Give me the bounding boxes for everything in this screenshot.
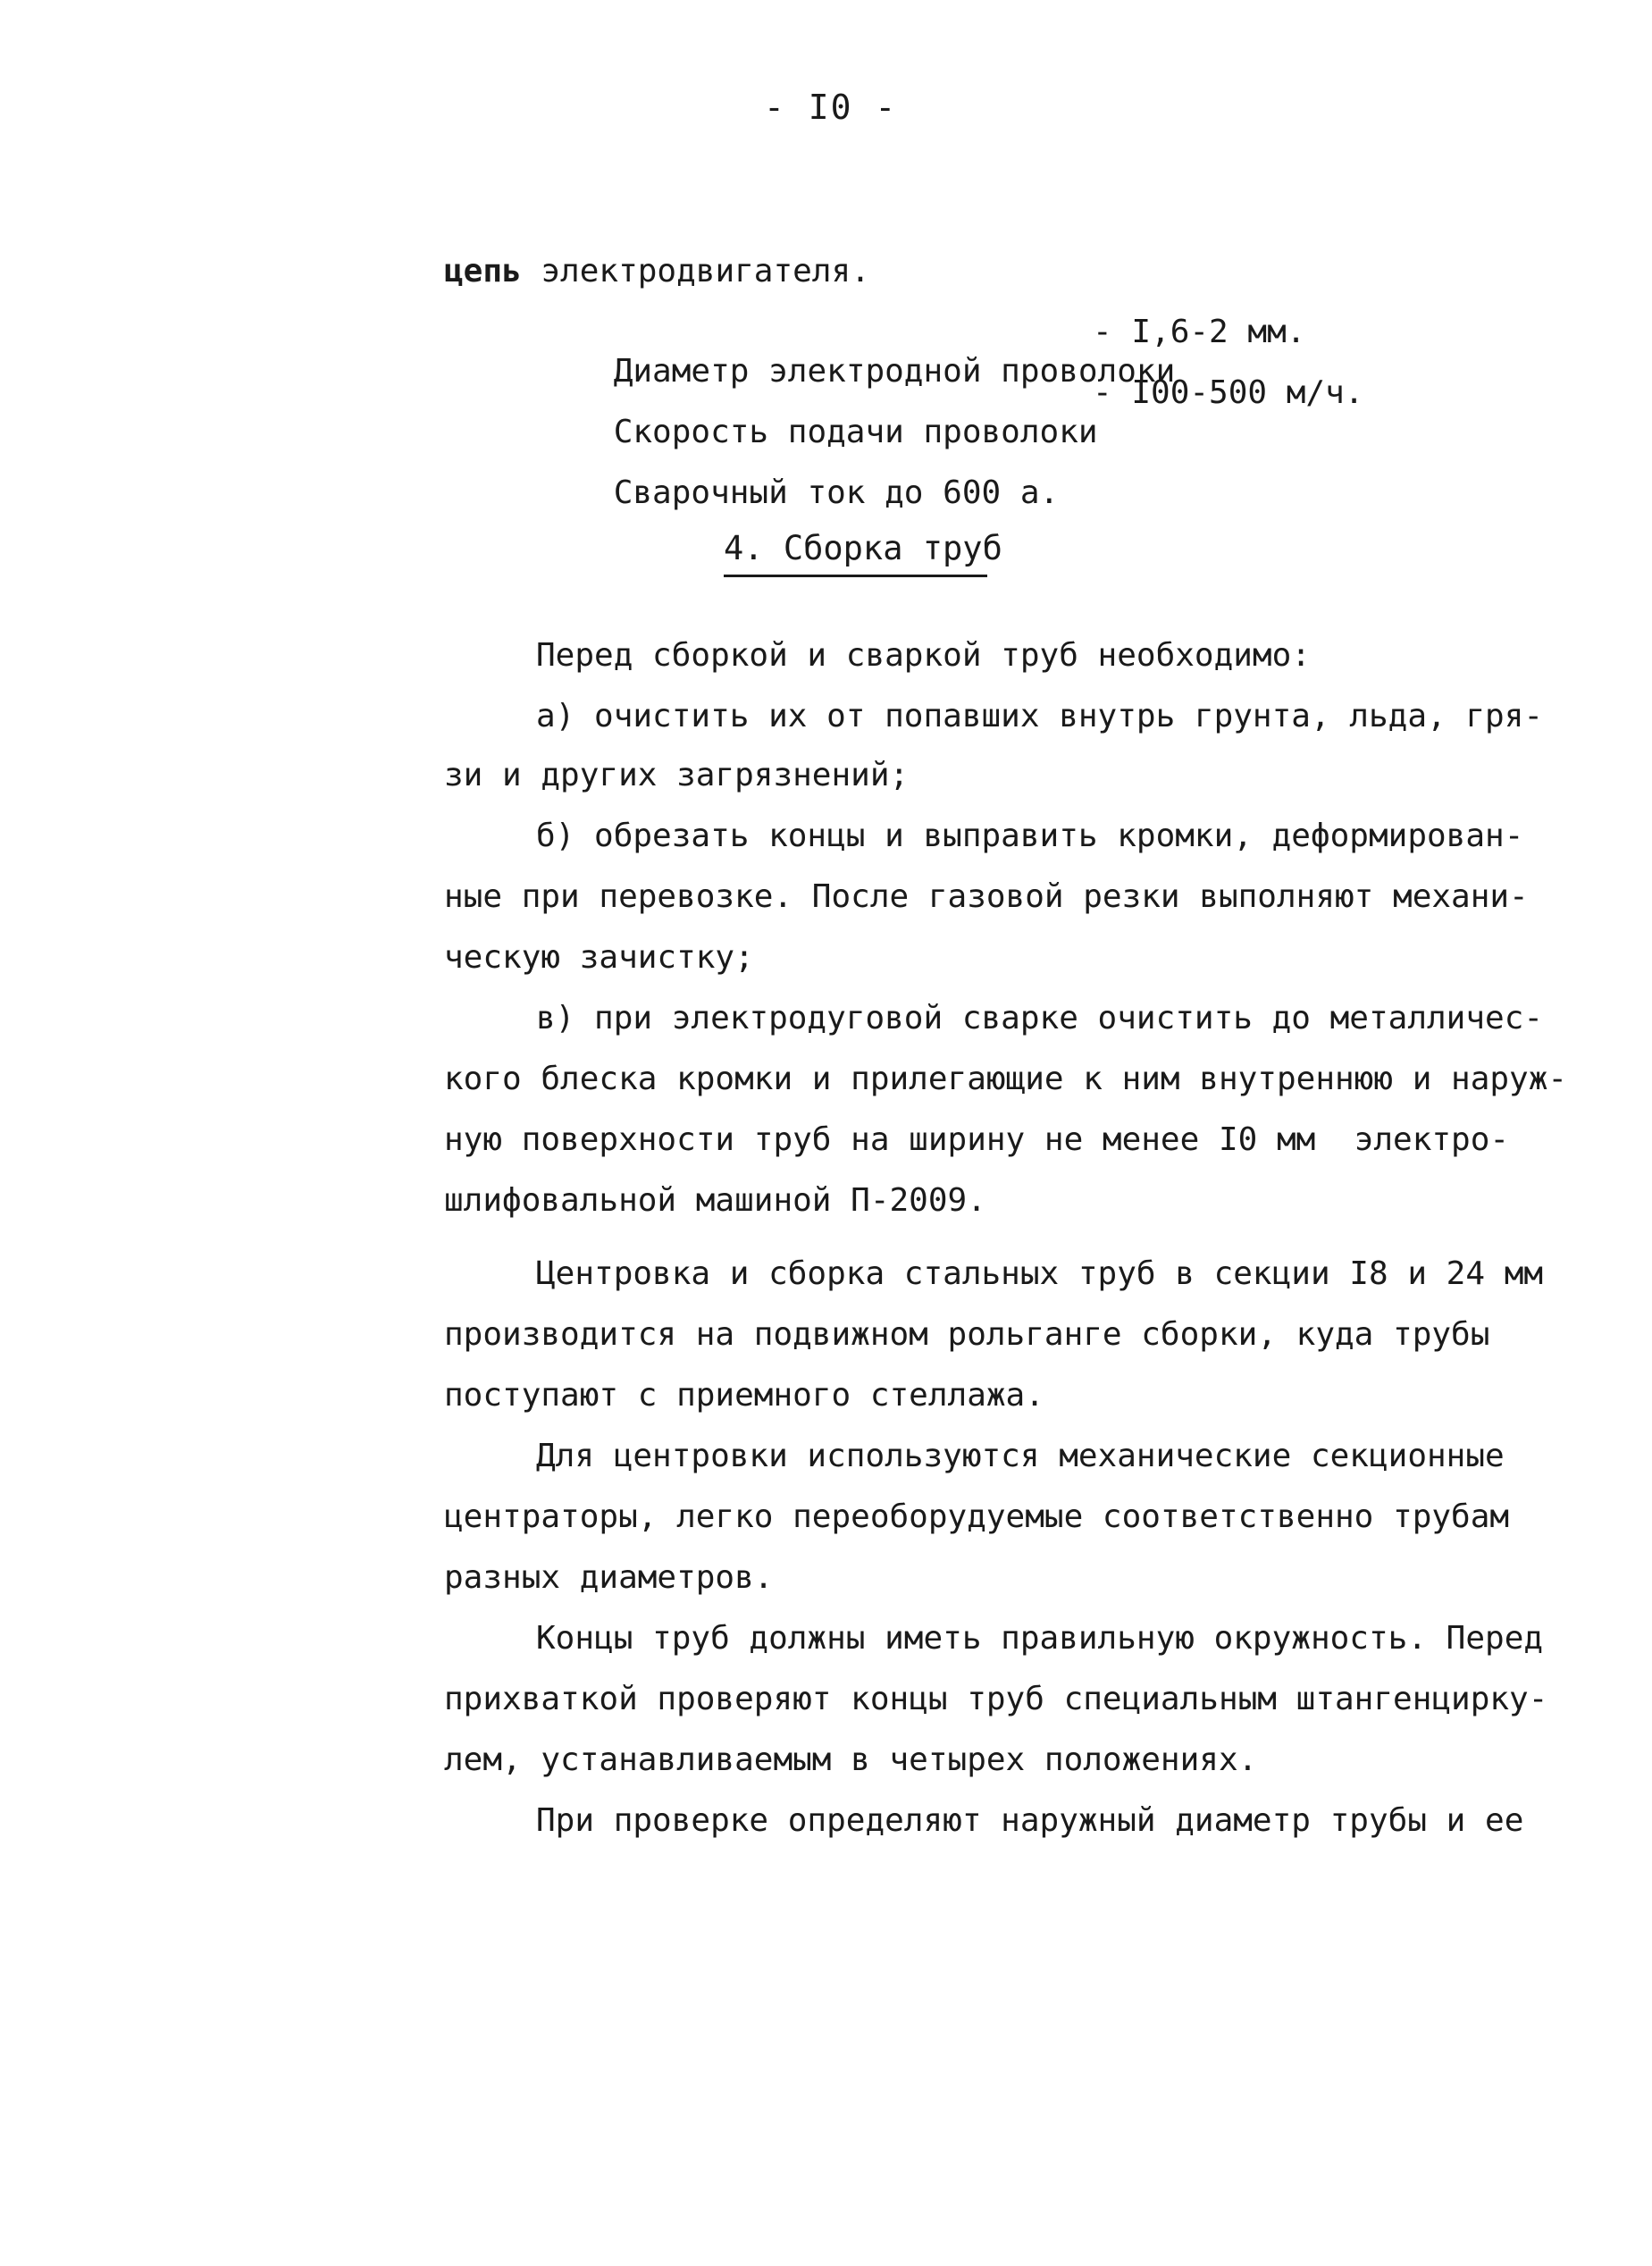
body-line: ную поверхности труб на ширину не менее I0 мм электро- xyxy=(444,1121,1510,1158)
body-line: зи и других загрязнений; xyxy=(444,757,910,793)
body-line: шлифовальной машиной П-2009. xyxy=(444,1182,986,1219)
spec-label: Сварочный ток до 600 а. xyxy=(613,474,1060,511)
intro-rest: электродвигателя. xyxy=(521,253,870,290)
body-line: разных диаметров. xyxy=(444,1559,774,1596)
body-line: а) очистить их от попавших внутрь грунта, льда, гря- xyxy=(536,698,1544,734)
body-line: Концы труб должны иметь правильную окружность. Перед xyxy=(536,1620,1544,1657)
intro-line xyxy=(444,252,870,291)
spec-value-feed-speed: - I00-500 м/ч. xyxy=(1093,374,1364,411)
section-heading: 4. Сборка труб xyxy=(724,529,1002,567)
body-line: поступают с приемного стеллажа. xyxy=(444,1377,1044,1414)
section-heading-underline xyxy=(724,575,987,577)
body-line: Для центровки используются механические секционные xyxy=(536,1438,1505,1474)
body-line: б) обрезать концы и выправить кромки, деформирован- xyxy=(536,818,1524,854)
intro-lead-word: цепь xyxy=(444,253,522,290)
spec-label: Скорость подачи проволоки xyxy=(613,414,1098,450)
body-line: центраторы, легко переоборудуемые соответственно трубам xyxy=(444,1498,1510,1535)
body-line: прихваткой проверяют концы труб специальным штангенцирку- xyxy=(444,1681,1548,1717)
page-number: - I0 - xyxy=(764,88,898,127)
body-line: При проверке определяют наружный диаметр трубы и ее xyxy=(536,1802,1524,1839)
body-line: лем, устанавливаемым в четырех положениях. xyxy=(444,1741,1258,1778)
body-line: Перед сборкой и сваркой труб необходимо: xyxy=(536,637,1311,674)
spec-value-wire-diameter: - I,6-2 мм. xyxy=(1093,314,1306,350)
body-line: Центровка и сборка стальных труб в секции I8 и 24 мм xyxy=(536,1255,1544,1292)
spec-label: Диаметр электродной проволоки xyxy=(613,353,1176,390)
body-line: в) при электродуговой сварке очистить до металличес- xyxy=(536,1000,1544,1036)
body-line: ческую зачистку; xyxy=(444,939,754,976)
body-line: кого блеска кромки и прилегающие к ним внутреннюю и наруж- xyxy=(444,1061,1568,1097)
body-line: производится на подвижном рольганге сборки, куда трубы xyxy=(444,1316,1490,1353)
body-line: ные при перевозке. После газовой резки выполняют механи- xyxy=(444,878,1529,915)
